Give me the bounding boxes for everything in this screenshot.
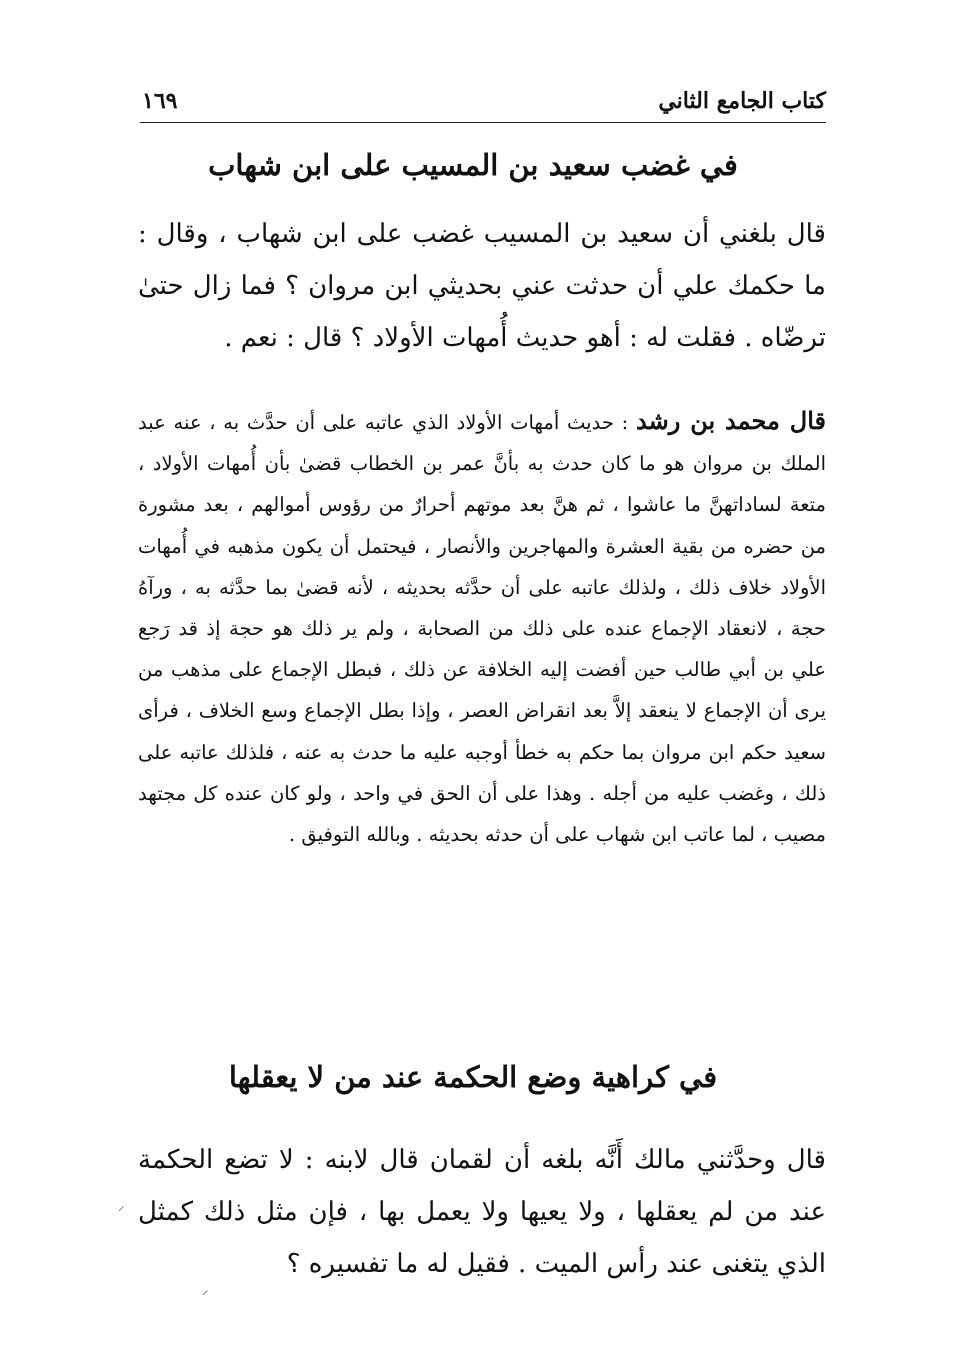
section-heading-1: في غضب سعيد بن المسيب على ابن شهاب	[208, 148, 738, 182]
margin-mark: ⸝	[118, 1199, 125, 1214]
commentary-speaker: قال محمد بن رشد	[635, 406, 827, 435]
commentary-paragraph	[138, 400, 826, 855]
margin-mark: ⸝	[202, 1283, 209, 1298]
running-header	[140, 82, 826, 123]
narration-paragraph-1: قال بلغني أن سعيد بن المسيب غضب على ابن شهاب ، وقال : ما حكمك علي أن حدثت عني بحديثي ابن مروان ؟ فما زال حتىٰ ترضّاه . فقلت له : أهو حديث أُمهات الأولاد ؟ قال : نعم .	[138, 219, 826, 353]
page-number: ١٦٩	[142, 88, 178, 114]
narration-paragraph-2: قال وحدَّثني مالك أَنَّه بلغه أن لقمان قال لابنه : لا تضع الحكمة عند من لم يعقلها ، ولا يعيها ولا يعمل بها ، فإن مثل ذلك كمثل الذي يتغنى عند رأس الميت . فقيل له ما تفسيره ؟	[138, 1145, 826, 1279]
book-title: كتاب الجامع الثاني	[658, 88, 826, 114]
commentary-text: : حديث أمهات الأولاد الذي عاتبه على أن حدَّث به ، عنه عبد الملك بن مروان هو ما كان حدث به بأنَّ عمر بن الخطاب قضىٰ بأن أُمهات الأولاد ، متعة لساداتهنَّ ما عاشوا ، ثم هنَّ بعد موتهم أحرارٌ من رؤوس أموالهم ، بعد مشورة من حضره من بقية العشرة والمهاجرين والأنصار ، فيحتمل أن يكون مذهبه في أُمهات الأولاد خلاف ذلك ، ولذلك عاتبه على أن حدَّثه بحديثه ، لأنه قضىٰ بما حدَّثه به ، ورآهُ حجة ، لانعقاد الإجماع عنده على ذلك من الصحابة ، ولم ير ذلك هو حجة إذ قد رَجع علي بن أبي طالب حين أفضت إليه الخلافة عن ذلك ، فبطل الإجماع على مذهب من يرى أن الإجماع لا ينعقد إلاَّ بعد انقراض العصر ، وإذا بطل الإجماع وسع الخلاف ، فرأى سعيد حكم ابن مروان بما حكم به خطأ أوجبه عليه ما حدث به عنه ، فلذلك عاتبه على ذلك ، وغضب عليه من أجله . وهذا على أن الحق في واحد ، ولو كان عنده كل مجتهد مصيب ، لما عاتب ابن شهاب على أن حدثه بحديثه . وبالله التوفيق .	[138, 411, 826, 847]
section-heading-2: في كراهية وضع الحكمة عند من لا يعقلها	[228, 1060, 718, 1094]
